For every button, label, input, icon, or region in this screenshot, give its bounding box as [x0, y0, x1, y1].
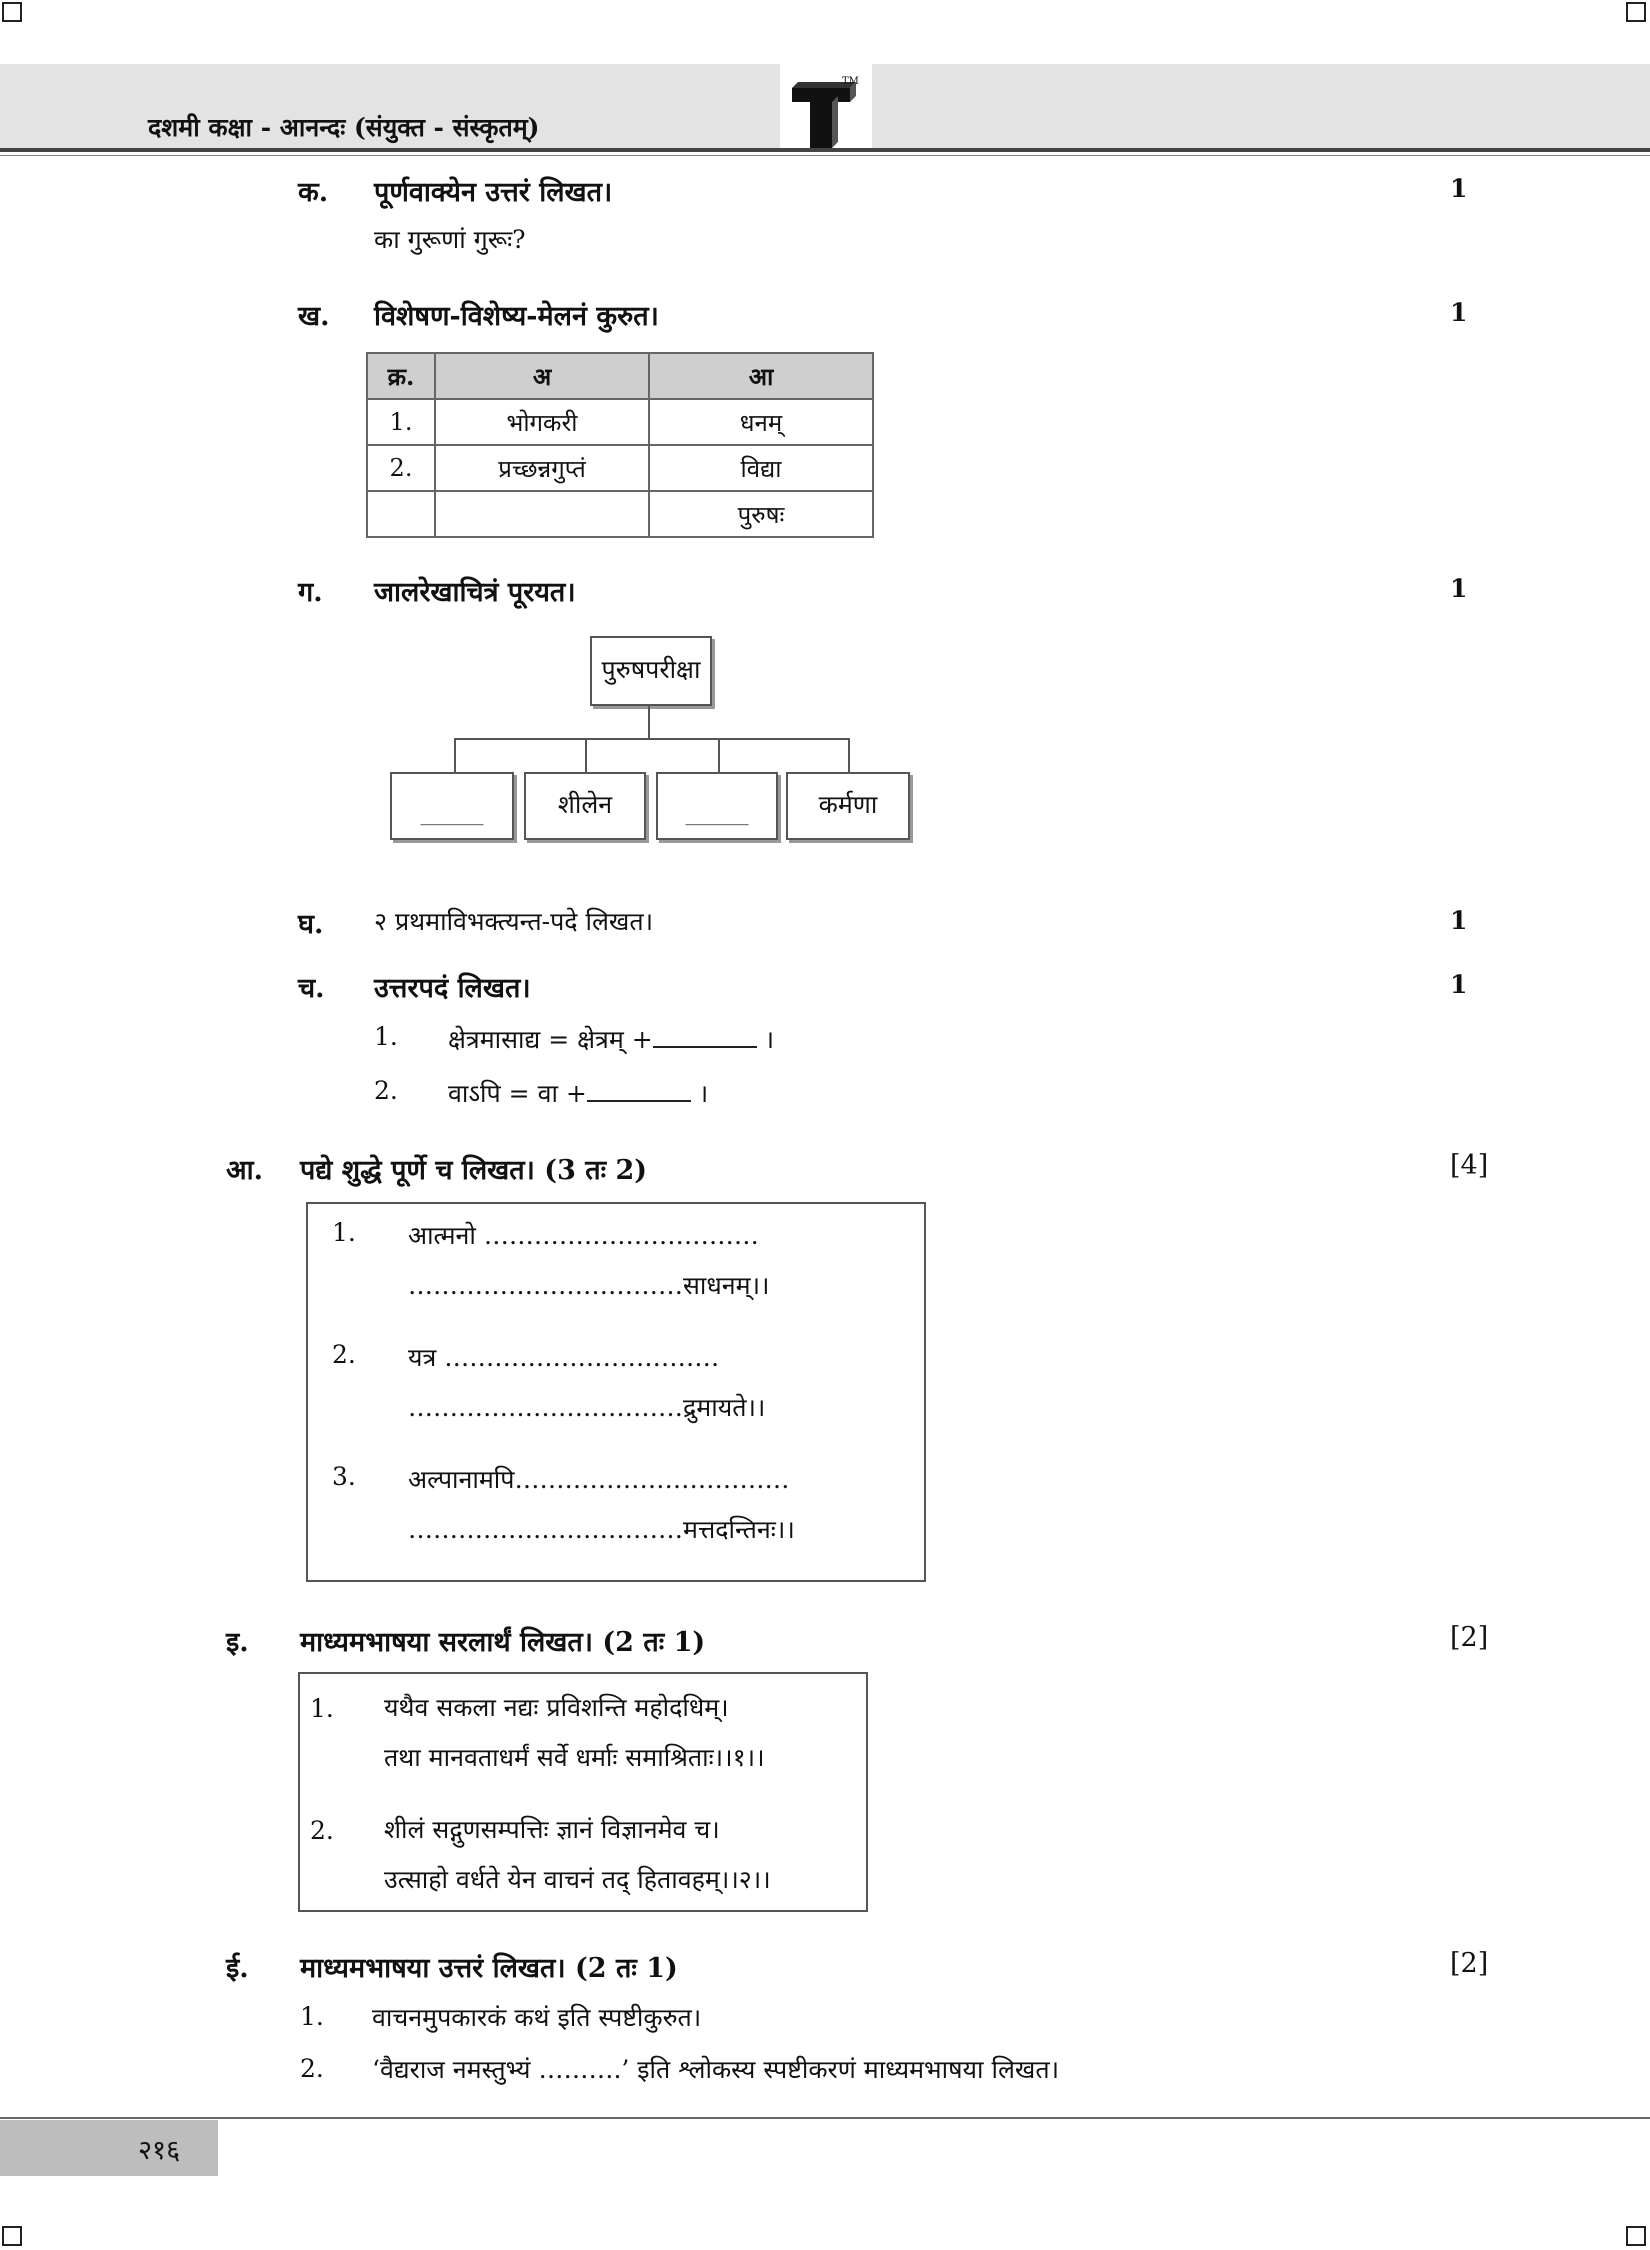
- section-prompt-aa: पद्ये शुद्धे पूर्णे च लिखत। (3 तः 2): [300, 1155, 648, 1186]
- verse-item-number: 2.: [310, 1816, 334, 1845]
- diagram-root-box: पुरुषपरीक्षा: [590, 636, 712, 706]
- header-rule-thin: [0, 155, 1650, 156]
- cha-item-end: ।: [764, 1025, 775, 1054]
- diagram-connector: [585, 738, 587, 772]
- verse-line: तथा मानवताधर्मं सर्वे धर्माः समाश्रिताः।।१।।: [384, 1743, 765, 1772]
- publisher-logo: [790, 76, 860, 150]
- question-prompt-cha: उत्तरपदं लिखत।: [374, 973, 531, 1004]
- verse-line: अल्पानामपि……………………………: [408, 1465, 790, 1494]
- question-item-text: ‘वैद्यराज नमस्तुभ्यं ……….’ इति श्लोकस्य स्पष्टीकरणं माध्यमभाषया लिखत।: [372, 2055, 1060, 2084]
- diagram-connector: [454, 738, 850, 740]
- marks-kha: 1: [1450, 298, 1468, 327]
- section-prompt-i: माध्यमभाषया सरलार्थं लिखत। (2 तः 1): [300, 1627, 706, 1658]
- question-prompt-ka: पूर्णवाक्येन उत्तरं लिखत।: [374, 177, 613, 208]
- table-cell: [435, 491, 649, 537]
- marks-ii: [2]: [1450, 1948, 1489, 1979]
- verse-item-number: 1.: [310, 1694, 334, 1723]
- diagram-connector: [648, 706, 650, 738]
- table-header-row: [367, 353, 873, 399]
- diagram-child-box-blank: _______: [390, 772, 514, 840]
- question-label-cha: च.: [298, 973, 325, 1004]
- marks-i: [2]: [1450, 1622, 1489, 1653]
- answer-blank: [653, 1046, 757, 1048]
- table-cell: विद्या: [649, 445, 873, 491]
- question-prompt-ga: जालरेखाचित्रं पूरयत।: [374, 577, 576, 608]
- answer-blank: [587, 1100, 691, 1102]
- question-label-ga: ग.: [298, 577, 323, 608]
- registration-mark-top-left: [2, 2, 22, 22]
- question-item-text: वाचनमुपकारकं कथं इति स्पष्टीकुरुत।: [372, 2003, 702, 2032]
- marks-ga: 1: [1450, 574, 1468, 603]
- diagram-connector: [848, 738, 850, 772]
- registration-mark-top-right: [1626, 2, 1646, 22]
- cha-item-end: ।: [698, 1079, 709, 1108]
- verse-line: ……………………………मत्तदन्तिनः।।: [408, 1515, 795, 1544]
- verse-line: यथैव सकला नद्यः प्रविशन्ति महोदधिम्।: [384, 1693, 729, 1722]
- registration-mark-bottom-right: [1626, 2226, 1646, 2246]
- footer-rule: [0, 2117, 1650, 2119]
- marks-ka: 1: [1450, 174, 1468, 203]
- question-prompt-gha: २ प्रथमाविभक्त्यन्त-पदे लिखत।: [374, 907, 654, 936]
- marks-cha: 1: [1450, 970, 1468, 999]
- table-cell: 2.: [367, 445, 435, 491]
- table-cell: प्रच्छन्नगुप्तं: [435, 445, 649, 491]
- cha-item-number: 2.: [374, 1076, 398, 1105]
- table-cell: 1.: [367, 399, 435, 445]
- table-cell: [367, 491, 435, 537]
- verse-line: यत्र ……………………………: [408, 1343, 720, 1372]
- table-row: [367, 399, 873, 445]
- diagram-connector: [718, 738, 720, 772]
- section-prompt-ii: माध्यमभाषया उत्तरं लिखत। (2 तः 1): [300, 1953, 678, 1984]
- trademark-label: TM: [842, 76, 859, 87]
- header-title: दशमी कक्षा - आनन्दः (संयुक्त - संस्कृतम्): [148, 113, 540, 142]
- question-label-kha: ख.: [298, 301, 330, 332]
- verse-line: ……………………………द्रुमायते।।: [408, 1393, 766, 1422]
- page-number: २१६: [138, 2135, 181, 2166]
- diagram-connector: [454, 738, 456, 772]
- table-header-cell: क्र.: [367, 353, 435, 399]
- footer-band: [0, 2120, 218, 2176]
- table-cell: पुरुषः: [649, 491, 873, 537]
- diagram-child-box: कर्मणा: [786, 772, 910, 840]
- question-label-ka: क.: [298, 177, 329, 208]
- question-label-gha: घ.: [298, 909, 324, 940]
- verse-line: ……………………………साधनम्।।: [408, 1271, 770, 1300]
- verse-line: शीलं सद्गुणसम्पत्तिः ज्ञानं विज्ञानमेव च।: [384, 1815, 720, 1844]
- question-prompt-kha: विशेषण-विशेष्य-मेलनं कुरुत।: [374, 301, 659, 332]
- cha-item-number: 1.: [374, 1022, 398, 1051]
- section-label-ii: ई.: [226, 1953, 249, 1984]
- registration-mark-bottom-left: [2, 2226, 22, 2246]
- table-cell: भोगकरी: [435, 399, 649, 445]
- table-row: [367, 491, 873, 537]
- marks-aa: [4]: [1450, 1150, 1489, 1181]
- question-item-number: 1.: [300, 2002, 324, 2031]
- table-header-cell: अ: [435, 353, 649, 399]
- verse-line: आत्मनो ……………………………: [408, 1221, 759, 1250]
- question-text-ka: का गुरूणां गुरूः?: [374, 225, 526, 254]
- diagram-child-box: शीलेन: [524, 772, 646, 840]
- table-header-cell: आ: [649, 353, 873, 399]
- question-item-number: 2.: [300, 2054, 324, 2083]
- table-row: [367, 445, 873, 491]
- section-label-i: इ.: [226, 1627, 249, 1658]
- cha-item-expression: क्षेत्रमासाद्य = क्षेत्रम् +: [448, 1025, 653, 1054]
- verse-item-number: 2.: [332, 1340, 356, 1369]
- verse-item-number: 1.: [332, 1218, 356, 1247]
- verse-line: उत्साहो वर्धते येन वाचनं तद् हितावहम्।।२।।: [384, 1865, 771, 1894]
- marks-gha: 1: [1450, 906, 1468, 935]
- cha-item-text: [448, 1022, 774, 1056]
- matching-table: [366, 352, 874, 538]
- diagram-child-box-blank: _______: [656, 772, 778, 840]
- section-label-aa: आ.: [226, 1155, 263, 1186]
- verse-item-number: 3.: [332, 1462, 356, 1491]
- cha-item-text: [448, 1076, 708, 1110]
- table-cell: धनम्: [649, 399, 873, 445]
- logo-t-icon: [790, 80, 860, 150]
- cha-item-expression: वाऽपि = वा +: [448, 1079, 587, 1108]
